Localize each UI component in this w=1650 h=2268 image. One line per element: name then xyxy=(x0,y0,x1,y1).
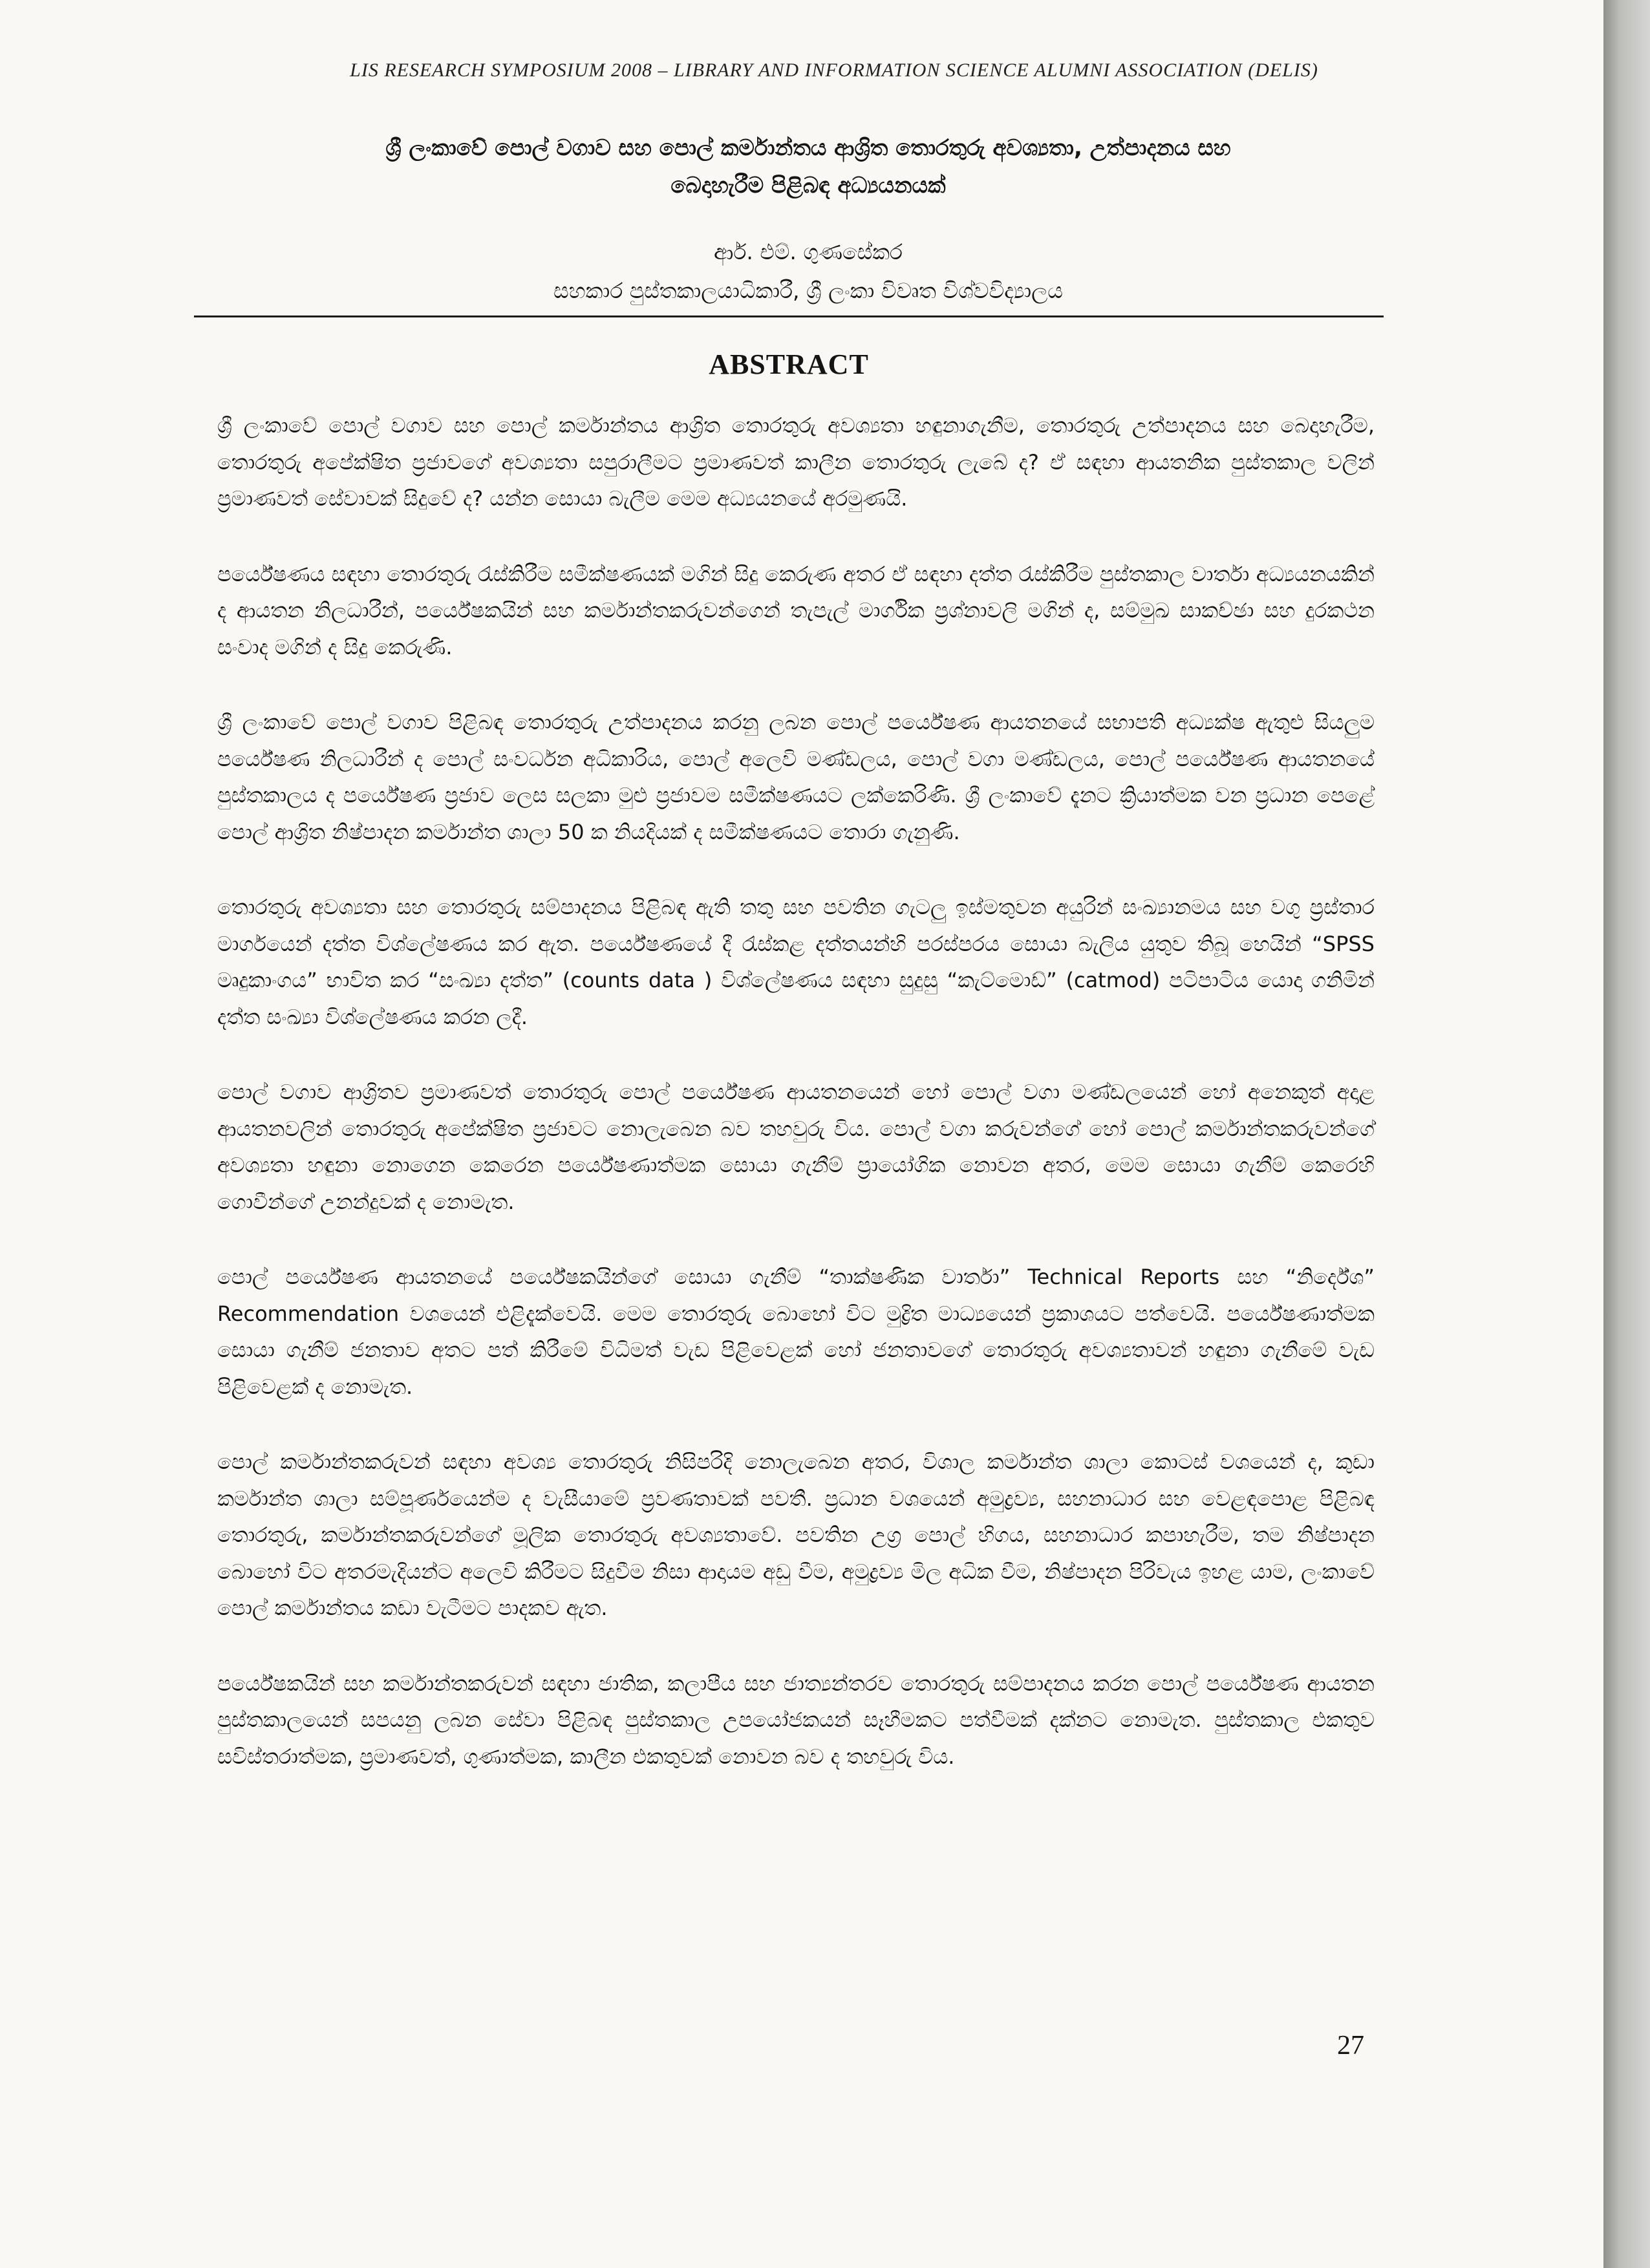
abstract-paragraph: තොරතුරු අවශ්‍යතා සහ තොරතුරු සම්පාදනය පිළිබඳ ඇති තතු සහ පවතින ගැටලු ඉස්මතුවන අයුරින් සංඛ්‍යානමය සහ වගු ප්‍රස්තාර මාර්ගයෙන් දත්ත විශ්ලේෂණය කර ඇත. පර්යේෂණයේ දී රැස්කළ දත්තයන්හි පරස්පරය සොයා බැලිය යුතුව තිබූ හෙයින් “SPSS මෘදුකාංගය” භාවිත කර “සංඛ්‍යා දත්ත” (counts data ) විශ්ලේෂණය සඳහා සුදුසු “කැට්මොඩ්” (catmod) පටිපාටිය යොදා ගනිමින් දත්ත සංඛ්‍යා විශ්ලේෂණය කරන ලදී. xyxy=(217,895,1375,1029)
author-block xyxy=(194,233,1422,310)
abstract-paragraph: පොල් පර්යේෂණ ආයතනයේ පර්යේෂකයින්ගේ සොයා ගැනීම් “තාක්ෂණික වාර්තා” Technical Reports සහ “නිර්දේශ” Recommendation වශයෙන් එළිදැක්වෙයි. මෙම තොරතුරු බොහෝ විට මුද්‍රිත මාධ්‍යයෙන් ප්‍රකාශයට පත්වෙයි. පර්යේෂණාත්මක සොයා ගැනීම් ජනතාව අතට පත් කිරීමේ විධිමත් වැඩ පිළිවෙළක් හෝ ජනතාවගේ තොරතුරු අවශ්‍යතාවන් හඳුනා ගැනීමේ වැඩ පිළිවෙළක් ද නොමැත. xyxy=(217,1265,1375,1399)
title-line-2: බෙදාහැරීම පිළිබඳ අධ්‍යයනයක් xyxy=(670,173,946,198)
article-title xyxy=(194,129,1422,204)
abstract-paragraph: පර්යේෂණය සඳහා තොරතුරු රැස්කිරීම සමීක්ෂණයක් මගින් සිදු කෙරුණ අතර ඒ සඳහා දත්ත රැස්කිරීම පුස්තකාල වාර්තා අධ්‍යයනයකින් ද ආයතන නිලධාරීන්, පර්යේෂකයින් සහ කර්මාන්තකරුවන්ගෙන් තැපැල් මාර්ගික ප්‍රශ්නාවලි මගින් ද, සම්මුඛ සාකච්ඡා සහ දුරකථන සංවාද මගින් ද සිදු කෙරුණි. xyxy=(217,561,1375,659)
abstract-body xyxy=(217,407,1375,1813)
header-divider xyxy=(194,316,1384,317)
abstract-paragraph: ශ්‍රී ලංකාවේ පොල් වගාව සහ පොල් කර්මාන්තය ආශ්‍රිත තොරතුරු අවශ්‍යතා හඳුනාගැනීම, තොරතුරු උත්පාදනය සහ බෙදාහැරීම, තොරතුරු අපේක්ෂිත ප්‍රජාවගේ අවශ්‍යතා සපුරාලීමට ප්‍රමාණවත් කාලීන තොරතුරු ලැබේ ද? ඒ සඳහා ආයතනික පුස්තකාල වලින් ප්‍රමාණවත් සේවාවක් සිදුවේ ද? යන්න සොයා බැලීම මෙම අධ්‍යයනයේ අරමුණයි. xyxy=(217,413,1375,511)
abstract-paragraph: පොල් වගාව ආශ්‍රිතව ප්‍රමාණවත් තොරතුරු පොල් පර්යේෂණ ආයතනයෙන් හෝ පොල් වගා මණ්ඩලයෙන් හෝ අනෙකුත් අදාළ ආයතනවලින් තොරතුරු අපේක්ෂිත ප්‍රජාවට නොලැබෙන බව තහවුරු විය. පොල් වගා කරුවන්ගේ හෝ පොල් කර්මාන්තකරුවන්ගේ අවශ්‍යතා හඳුනා නොගෙන කෙරෙන පර්යේෂණාත්මක සොයා ගැනීම් ප්‍රායෝගික නොවන අතර, මෙම සොයා ගැනීම් කෙරෙහි ගොවීන්ගේ උනන්දුවක් ද නොමැත. xyxy=(217,1080,1375,1214)
author-name: ආර්. එම්. ගුණසේකර xyxy=(714,239,903,264)
abstract-paragraph: පර්යේෂකයින් සහ කර්මාන්තකරුවන් සඳහා ජාතික, කලාපීය සහ ජාත්‍යන්තරව තොරතුරු සම්පාදනය කරන පොල් පර්යේෂණ ආයතන පුස්තකාලයෙන් සපයනු ලබන සේවා පිළිබඳ පුස්තකාල උපයෝජකයන් සෑහීමකට පත්වීමක් දක්නට නොමැත. පුස්තකාල එකතුව සවිස්තරාත්මක, ප්‍රමාණවත්, ගුණාත්මක, කාලීන එකතුවක් නොවන බව ද තහවුරු විය. xyxy=(217,1671,1375,1769)
abstract-paragraph: ශ්‍රී ලංකාවේ පොල් වගාව පිළිබඳ තොරතුරු උත්පාදනය කරනු ලබන පොල් පර්යේෂණ ආයතනයේ සභාපති අධ්‍යක්ෂ ඇතුළු සියලුම පර්යේෂණ නිලධාරීන් ද පොල් සංවර්ධන අධිකාරිය, පොල් අලෙවි මණ්ඩලය, පොල් වගා මණ්ඩලය, පොල් පර්යේෂණ ආයතනයේ පුස්තකාලය ද පර්යේෂණ ප්‍රජාව ලෙස සලකා මුළු ප්‍රජාවම සමීක්ෂණයට ලක්කෙරිණි. ශ්‍රී ලංකාවේ දැනට ක්‍රියාත්මක වන ප්‍රධාන පෙළේ පොල් ආශ්‍රිත නිෂ්පාදන කර්මාන්ත ශාලා 50 ක නියදියක් ද සමීක්ෂණයට තොරා ගැනුණි. xyxy=(217,710,1375,844)
abstract-heading: ABSTRACT xyxy=(709,348,869,380)
abstract-paragraph: පොල් කර්මාන්තකරුවන් සඳහා අවශ්‍ය තොරතුරු නිසිපරිදි නොලැබෙන අතර, විශාල කර්මාන්ත ශාලා කොටස් වශයෙන් ද, කුඩා කර්මාන්ත ශාලා සම්පූර්ණයෙන්ම ද වැසීයාමේ ප්‍රවණතාවක් පවතී. ප්‍රධාන වශයෙන් අමුද්‍රව්‍ය, සහනාධාර සහ වෙළඳපොළ පිළිබඳ තොරතුරු, කර්මාන්තකරුවන්ගේ මූලික තොරතුරු අවශ්‍යතාවේ. පවතින උග්‍ර පොල් හිගය, සහනාධාර කපාහැරීම, තම නිෂ්පාදන බොහෝ විට අතරමැදියන්ට අලෙවි කිරීමට සිදුවීම නිසා ආදායම අඩු වීම, අමුද්‍රව්‍ය මිල අධික වීම, නිෂ්පාදන පිරිවැය ඉහළ යාම, ලංකාවේ පොල් කර්මාන්තය කඩා වැටීමට පාදකව ඇත. xyxy=(217,1450,1375,1620)
title-line-1: ශ්‍රී ලංකාවේ පොල් වගාව සහ පොල් කර්මාන්තය ආශ්‍රිත තොරතුරු අවශ්‍යතා, උත්පාදනය සහ xyxy=(385,135,1231,161)
scan-edge-shadow xyxy=(1603,0,1650,2268)
author-affiliation: සහකාර පුස්තකාලයාධිකාරී, ශ්‍රී ලංකා විවෘත විශ්වවිද්‍යාලය xyxy=(553,278,1064,303)
page-number: 27 xyxy=(1337,2031,1364,2060)
running-head: LIS RESEARCH SYMPOSIUM 2008 – LIBRARY AND INFORMATION SCIENCE ALUMNI ASSOCIATION (DELIS) xyxy=(350,59,1318,81)
